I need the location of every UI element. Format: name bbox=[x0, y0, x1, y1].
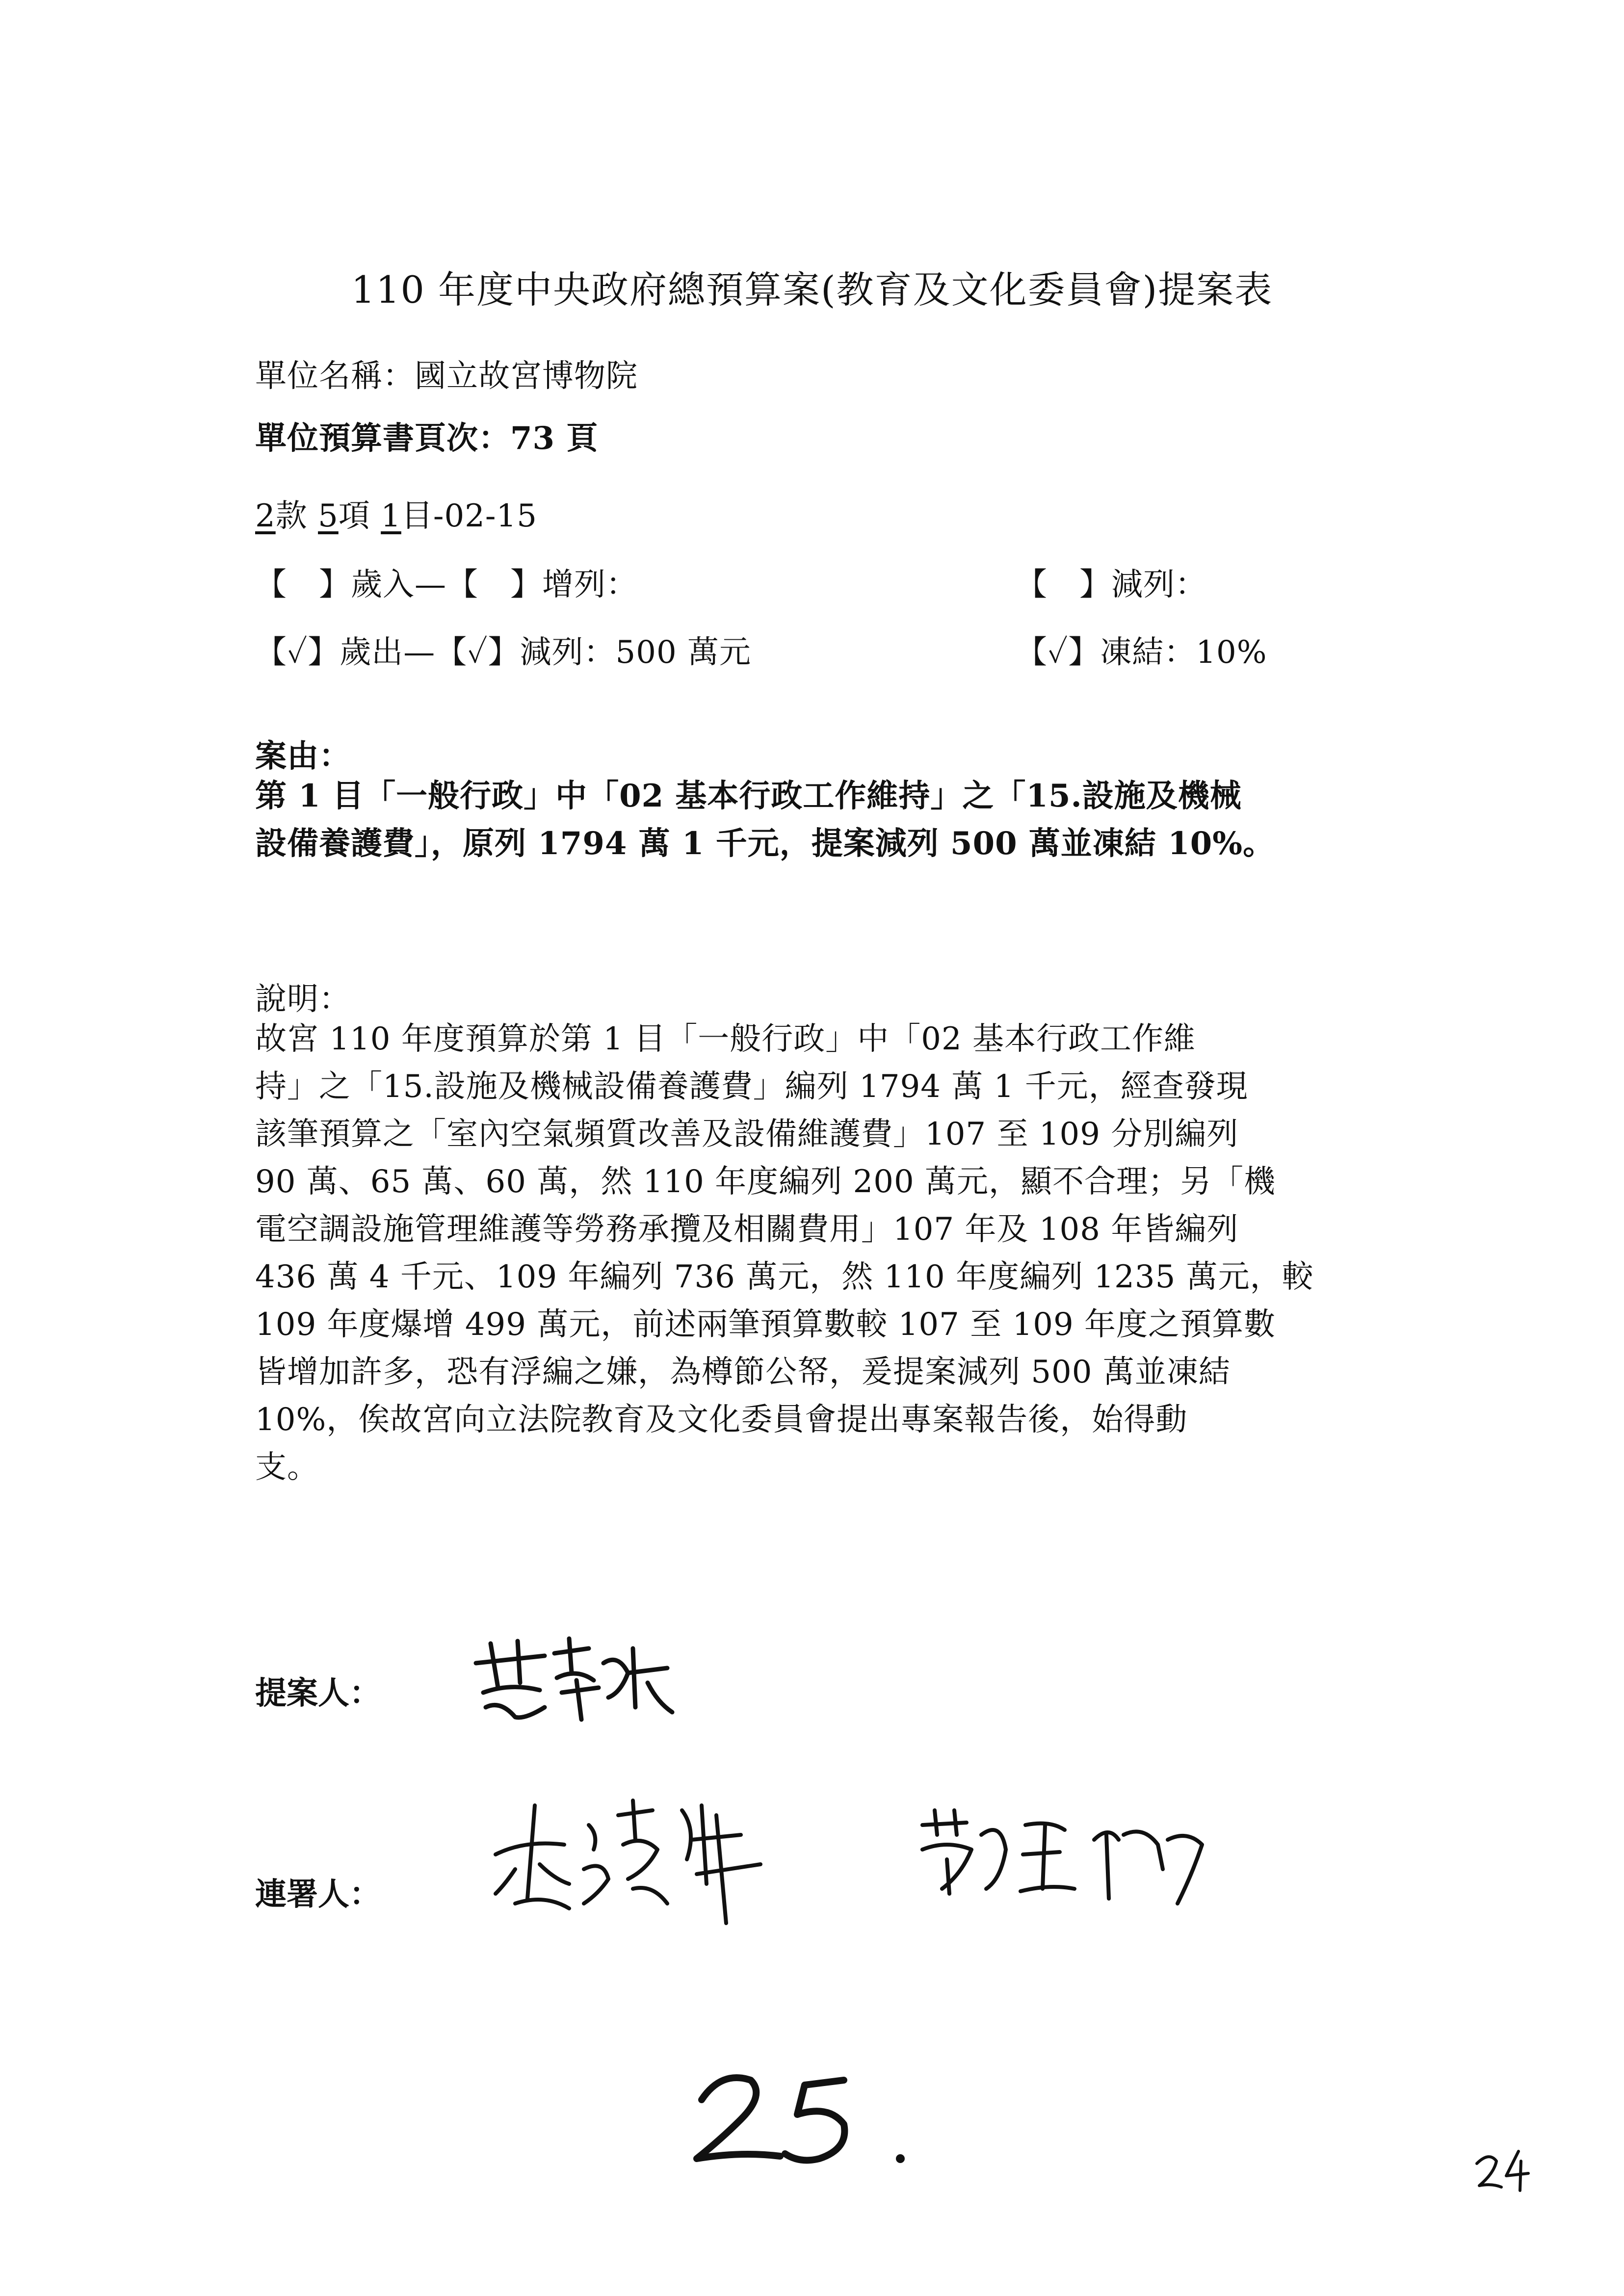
cosigner-signature-1 bbox=[486, 1786, 790, 1928]
explanation-line: 436 萬 4 千元、109 年編列 736 萬元，然 110 年度編列 1235 萬元，較 bbox=[255, 1259, 1314, 1295]
explanation-line: 90 萬、65 萬、60 萬，然 110 年度編列 200 萬元，顯不合理；另「機 bbox=[255, 1164, 1276, 1200]
expenditure-row-right: 【✓】凍結：10% bbox=[1016, 634, 1267, 671]
revenue-row-right: 【 】減列： bbox=[1016, 567, 1207, 603]
reason-body bbox=[255, 772, 1403, 867]
mu-label: 目-02-15 bbox=[401, 498, 537, 534]
proposer-label: 提案人： bbox=[255, 1675, 381, 1712]
explanation-line: 支。 bbox=[255, 1449, 319, 1486]
explanation-line: 10%，俟故宮向立法院教育及文化委員會提出專案報告後，始得動 bbox=[255, 1402, 1188, 1438]
expenditure-row-left: 【✓】歲出—【✓】減列：500 萬元 bbox=[255, 634, 752, 671]
xiang-label: 項 bbox=[338, 498, 370, 534]
reason-line: 第 1 目「一般行政」中「02 基本行政工作維持」之「15.設施及機械 bbox=[255, 778, 1242, 814]
explanation-line: 故宮 110 年度預算於第 1 目「一般行政」中「02 基本行政工作維 bbox=[255, 1021, 1196, 1057]
budget-page-ref: 單位預算書頁次：73 頁 bbox=[255, 420, 599, 457]
explanation-line: 109 年度爆增 499 萬元，前述兩筆預算數較 107 至 109 年度之預算數 bbox=[255, 1306, 1276, 1343]
explanation-heading: 說明： bbox=[255, 981, 351, 1018]
xiang-number: 5 bbox=[318, 498, 339, 534]
cosigner-label: 連署人： bbox=[255, 1876, 381, 1913]
explanation-line: 持」之「15.設施及機械設備養護費」編列 1794 萬 1 千元，經查發現 bbox=[255, 1069, 1248, 1105]
proposer-signature bbox=[471, 1634, 677, 1727]
cosigner-signature-2 bbox=[913, 1805, 1217, 1908]
explanation-line: 電空調設施管理維護等勞務承攬及相關費用」107 年及 108 年皆編列 bbox=[255, 1211, 1239, 1248]
explanation-body bbox=[255, 1016, 1403, 1491]
reason-heading: 案由： bbox=[255, 738, 351, 775]
revenue-row-left: 【 】歲入—【 】增列： bbox=[255, 567, 638, 603]
item-code bbox=[255, 491, 537, 536]
explanation-line: 該筆預算之「室內空氣頻質改善及設備維護費」107 至 109 分別編列 bbox=[255, 1116, 1239, 1152]
kuan-label: 款 bbox=[275, 498, 308, 534]
page-number-mark bbox=[1472, 2144, 1536, 2198]
unit-name: 單位名稱：國立故宮博物院 bbox=[255, 358, 638, 394]
handwritten-number bbox=[682, 2061, 927, 2168]
mu-number: 1 bbox=[381, 498, 401, 534]
explanation-line: 皆增加許多，恐有浮編之嫌，為樽節公帑，爰提案減列 500 萬並凍結 bbox=[255, 1354, 1231, 1390]
page-title: 110 年度中央政府總預算案(教育及文化委員會)提案表 bbox=[351, 268, 1273, 312]
kuan-number: 2 bbox=[255, 498, 276, 534]
reason-line: 設備養護費」，原列 1794 萬 1 千元，提案減列 500 萬並凍結 10%。 bbox=[255, 825, 1275, 862]
